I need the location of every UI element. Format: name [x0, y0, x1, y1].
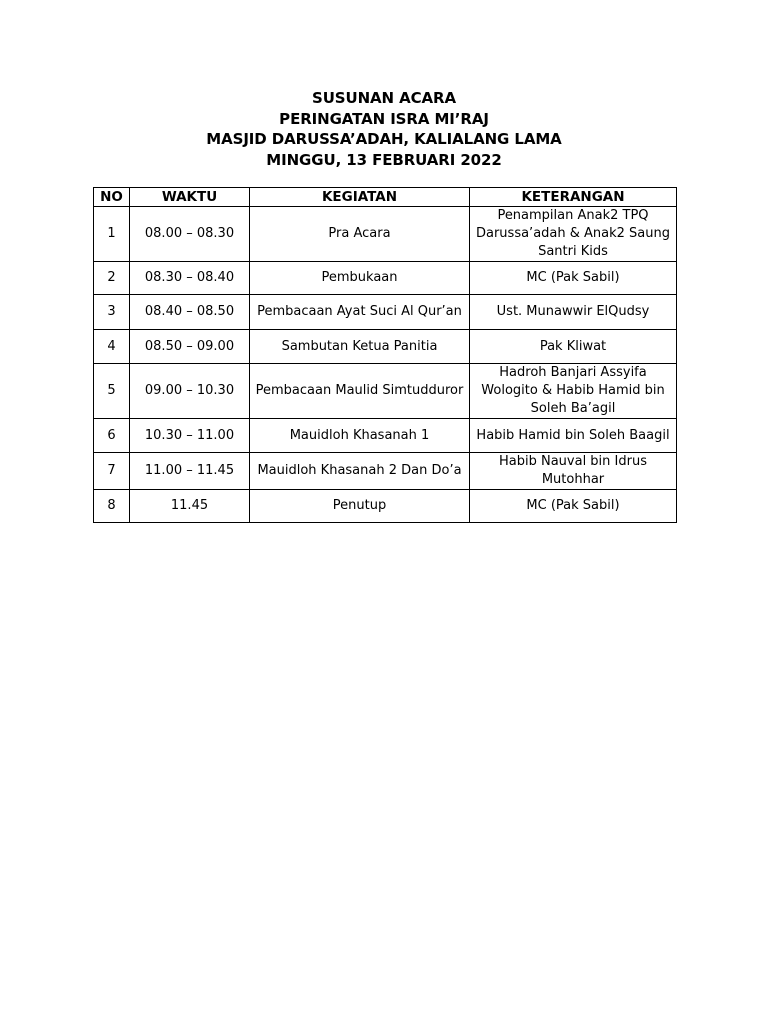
cell-waktu: 11.00 – 11.45	[130, 453, 250, 490]
cell-keterangan: Habib Nauval bin Idrus Mutohhar	[470, 453, 677, 490]
cell-kegiatan: Pembukaan	[250, 262, 470, 295]
cell-no: 6	[94, 419, 130, 453]
header-keterangan: KETERANGAN	[470, 188, 677, 207]
cell-kegiatan: Pra Acara	[250, 207, 470, 262]
title-line-4: MINGGU, 13 FEBRUARI 2022	[266, 151, 502, 170]
cell-waktu: 08.50 – 09.00	[130, 330, 250, 364]
schedule-table	[93, 187, 677, 523]
table-row	[94, 364, 677, 419]
cell-kegiatan: Mauidloh Khasanah 2 Dan Do’a	[250, 453, 470, 490]
cell-keterangan: Ust. Munawwir ElQudsy	[470, 295, 677, 330]
cell-keterangan: MC (Pak Sabil)	[470, 490, 677, 523]
cell-keterangan: Pak Kliwat	[470, 330, 677, 364]
cell-kegiatan: Penutup	[250, 490, 470, 523]
cell-kegiatan: Pembacaan Ayat Suci Al Qur’an	[250, 295, 470, 330]
title-line-2: PERINGATAN ISRA MI’RAJ	[279, 109, 489, 128]
cell-kegiatan: Mauidloh Khasanah 1	[250, 419, 470, 453]
cell-no: 5	[94, 364, 130, 419]
cell-keterangan: Hadroh Banjari Assyifa Wologito & Habib Hamid bin Soleh Ba’agil	[470, 364, 677, 419]
table-row	[94, 490, 677, 523]
table-row	[94, 262, 677, 295]
document-title	[0, 88, 768, 171]
cell-kegiatan: Pembacaan Maulid Simtudduror	[250, 364, 470, 419]
cell-no: 7	[94, 453, 130, 490]
cell-no: 4	[94, 330, 130, 364]
cell-no: 3	[94, 295, 130, 330]
cell-no: 8	[94, 490, 130, 523]
header-waktu: WAKTU	[130, 188, 250, 207]
header-kegiatan: KEGIATAN	[250, 188, 470, 207]
cell-waktu: 08.00 – 08.30	[130, 207, 250, 262]
cell-no: 1	[94, 207, 130, 262]
cell-keterangan: Penampilan Anak2 TPQ Darussa’adah & Anak2 Saung Santri Kids	[470, 207, 677, 262]
table-row	[94, 295, 677, 330]
title-line-1: SUSUNAN ACARA	[312, 89, 456, 107]
cell-keterangan: MC (Pak Sabil)	[470, 262, 677, 295]
header-no: NO	[94, 188, 130, 207]
table-header-row	[94, 188, 677, 207]
cell-waktu: 09.00 – 10.30	[130, 364, 250, 419]
table-row	[94, 207, 677, 262]
table-row	[94, 419, 677, 453]
title-line-3: MASJID DARUSSA’ADAH, KALIALANG LAMA	[206, 130, 562, 149]
table-row	[94, 330, 677, 364]
cell-no: 2	[94, 262, 130, 295]
cell-waktu: 08.30 – 08.40	[130, 262, 250, 295]
cell-kegiatan: Sambutan Ketua Panitia	[250, 330, 470, 364]
cell-keterangan: Habib Hamid bin Soleh Baagil	[470, 419, 677, 453]
table-row	[94, 453, 677, 490]
cell-waktu: 10.30 – 11.00	[130, 419, 250, 453]
cell-waktu: 11.45	[130, 490, 250, 523]
cell-waktu: 08.40 – 08.50	[130, 295, 250, 330]
